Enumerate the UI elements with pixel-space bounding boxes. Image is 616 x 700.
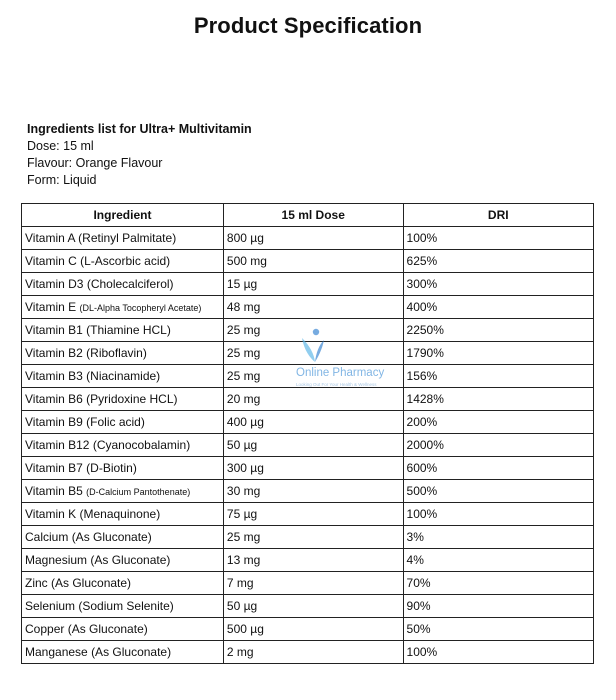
dose-cell: 800 µg	[223, 227, 403, 250]
ingredient-detail: (Thiamine HCL)	[86, 323, 171, 337]
ingredient-detail: (As Gluconate)	[51, 576, 132, 590]
ingredient-cell	[22, 365, 224, 388]
ingredient-detail: (As Gluconate)	[91, 645, 172, 659]
table-header-row	[22, 204, 594, 227]
ingredient-cell	[22, 549, 224, 572]
dose-cell: 50 µg	[223, 595, 403, 618]
ingredient-detail: (Retinyl Palmitate)	[78, 231, 177, 245]
ingredient-cell	[22, 434, 224, 457]
ingredient-detail: (Niacinamide)	[86, 369, 161, 383]
ingredient-cell	[22, 227, 224, 250]
table-row	[22, 411, 594, 434]
dose-cell: 75 µg	[223, 503, 403, 526]
ingredient-detail: (D-Calcium Pantothenate)	[86, 487, 191, 497]
product-info	[27, 121, 252, 189]
form-line: Form: Liquid	[27, 173, 97, 187]
table-row	[22, 549, 594, 572]
ingredient-name: Vitamin B3	[25, 369, 83, 383]
ingredient-name: Vitamin K	[25, 507, 77, 521]
ingredient-detail: (Riboflavin)	[86, 346, 147, 360]
ingredient-cell	[22, 342, 224, 365]
table-row	[22, 365, 594, 388]
dose-cell: 30 mg	[223, 480, 403, 503]
ingredient-detail: (Sodium Selenite)	[78, 599, 174, 613]
ingredient-name: Vitamin A	[25, 231, 75, 245]
table-row	[22, 434, 594, 457]
dose-cell: 25 mg	[223, 365, 403, 388]
ingredient-name: Copper	[25, 622, 65, 636]
dri-cell: 156%	[403, 365, 593, 388]
dri-cell: 50%	[403, 618, 593, 641]
watermark-brand: Online Pharmacy	[296, 367, 385, 379]
ingredient-cell	[22, 618, 224, 641]
table-row	[22, 618, 594, 641]
ingredient-cell	[22, 250, 224, 273]
table-row	[22, 526, 594, 549]
table-row	[22, 503, 594, 526]
ingredient-cell	[22, 572, 224, 595]
dose-cell: 500 µg	[223, 618, 403, 641]
table-row	[22, 388, 594, 411]
ingredient-name: Vitamin E	[25, 300, 77, 314]
ingredient-detail: (Cholecalciferol)	[86, 277, 174, 291]
table-row	[22, 572, 594, 595]
ingredient-cell	[22, 296, 224, 319]
table-row	[22, 480, 594, 503]
ingredients-table	[21, 203, 594, 664]
ingredient-cell	[22, 273, 224, 296]
table-row	[22, 457, 594, 480]
ingredient-cell	[22, 526, 224, 549]
dose-cell: 400 µg	[223, 411, 403, 434]
ingredient-name: Vitamin B2	[25, 346, 83, 360]
ingredient-name: Magnesium	[25, 553, 88, 567]
table-row	[22, 296, 594, 319]
dose-cell: 500 mg	[223, 250, 403, 273]
dri-cell: 100%	[403, 503, 593, 526]
ingredient-detail: (DL-Alpha Tocopheryl Acetate)	[79, 303, 202, 313]
ingredient-detail: (As Gluconate)	[67, 622, 148, 636]
dose-cell: 48 mg	[223, 296, 403, 319]
dose-cell: 13 mg	[223, 549, 403, 572]
dri-cell: 625%	[403, 250, 593, 273]
dri-cell: 300%	[403, 273, 593, 296]
dri-cell: 200%	[403, 411, 593, 434]
ingredient-name: Manganese	[25, 645, 88, 659]
dri-cell: 500%	[403, 480, 593, 503]
dose-cell: 7 mg	[223, 572, 403, 595]
ingredient-cell	[22, 641, 224, 664]
watermark-tagline: Looking Out For Your Health & Wellness	[296, 382, 377, 387]
ingredient-name: Vitamin B6	[25, 392, 83, 406]
table-row	[22, 273, 594, 296]
dose-cell: 15 µg	[223, 273, 403, 296]
dri-cell: 3%	[403, 526, 593, 549]
dose-cell: 20 mg	[223, 388, 403, 411]
ingredient-detail: (Pyridoxine HCL)	[86, 392, 178, 406]
ingredient-name: Vitamin B1	[25, 323, 83, 337]
ingredient-name: Vitamin C	[25, 254, 77, 268]
page-title: Product Specification	[193, 13, 423, 38]
dose-cell: 300 µg	[223, 457, 403, 480]
ingredient-detail: (D-Biotin)	[86, 461, 137, 475]
ingredients-heading: Ingredients list for Ultra+ Multivitamin	[27, 122, 252, 136]
dri-cell: 2250%	[403, 319, 593, 342]
ingredient-name: Zinc	[25, 576, 48, 590]
ingredient-cell	[22, 480, 224, 503]
table-row	[22, 250, 594, 273]
dri-cell: 600%	[403, 457, 593, 480]
dri-cell: 90%	[403, 595, 593, 618]
table-row	[22, 641, 594, 664]
ingredient-cell	[22, 411, 224, 434]
header-dri: DRI	[403, 204, 593, 227]
dri-cell: 1790%	[403, 342, 593, 365]
table-row	[22, 342, 594, 365]
dri-cell: 2000%	[403, 434, 593, 457]
ingredient-cell	[22, 319, 224, 342]
dri-cell: 70%	[403, 572, 593, 595]
dri-cell: 4%	[403, 549, 593, 572]
dose-cell: 2 mg	[223, 641, 403, 664]
dri-cell: 100%	[403, 227, 593, 250]
dri-cell: 100%	[403, 641, 593, 664]
ingredient-name: Vitamin B12	[25, 438, 90, 452]
header-dose: 15 ml Dose	[223, 204, 403, 227]
dose-cell: 50 µg	[223, 434, 403, 457]
dose-cell: 25 mg	[223, 526, 403, 549]
ingredient-detail: (As Gluconate)	[90, 553, 171, 567]
ingredient-name: Vitamin B7	[25, 461, 83, 475]
ingredient-cell	[22, 595, 224, 618]
ingredient-name: Vitamin B5	[25, 484, 83, 498]
ingredient-cell	[22, 457, 224, 480]
header-ingredient: Ingredient	[22, 204, 224, 227]
ingredient-name: Selenium	[25, 599, 76, 613]
table-row	[22, 227, 594, 250]
ingredient-name: Vitamin D3	[25, 277, 84, 291]
dri-cell: 400%	[403, 296, 593, 319]
table-row	[22, 595, 594, 618]
ingredient-name: Vitamin B9	[25, 415, 83, 429]
ingredient-name: Calcium	[25, 530, 69, 544]
table-row	[22, 319, 594, 342]
dose-cell: 25 mg	[223, 342, 403, 365]
dose-line: Dose: 15 ml	[27, 139, 94, 153]
dose-cell: 25 mg	[223, 319, 403, 342]
flavour-line: Flavour: Orange Flavour	[27, 156, 163, 170]
ingredient-cell	[22, 503, 224, 526]
ingredient-detail: (As Gluconate)	[71, 530, 152, 544]
dri-cell: 1428%	[403, 388, 593, 411]
ingredient-detail: (Folic acid)	[86, 415, 145, 429]
ingredient-detail: (L-Ascorbic acid)	[80, 254, 171, 268]
ingredient-detail: (Cyanocobalamin)	[92, 438, 191, 452]
ingredient-cell	[22, 388, 224, 411]
ingredient-detail: (Menaquinone)	[79, 507, 161, 521]
